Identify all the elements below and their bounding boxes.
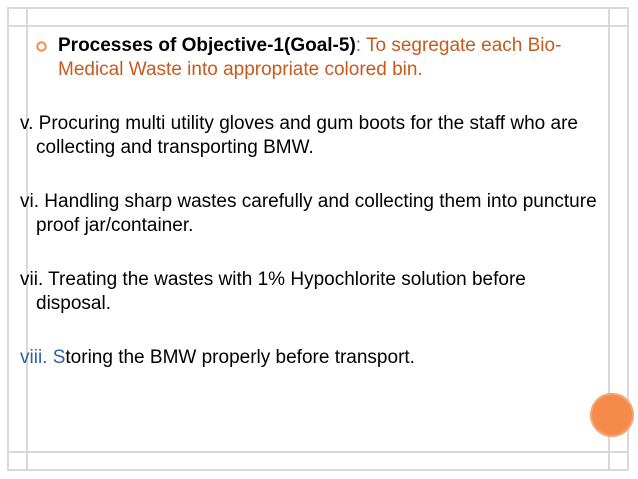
orange-circle-decoration bbox=[590, 393, 634, 437]
list-item-viii-prefix: viii. S bbox=[20, 347, 66, 368]
list-item-viii-text: toring the BMW properly before transport. bbox=[65, 347, 415, 368]
objective-description: To segregate each Bio-Medical Waste into appropriate colored bin. bbox=[58, 35, 562, 80]
list-item-vii: vii. Treating the wastes with 1% Hypochlorite solution before disposal. bbox=[20, 269, 526, 314]
list-item-viii bbox=[20, 346, 602, 370]
list-item-vi: vi. Handling sharp wastes carefully and collecting them into puncture proof jar/container. bbox=[20, 191, 597, 236]
objective-heading: Processes of Objective-1(Goal-5) bbox=[58, 35, 356, 56]
frame-line-top bbox=[9, 25, 627, 27]
frame-line-bottom bbox=[9, 451, 627, 453]
circle-bullet-icon bbox=[36, 41, 47, 52]
objective-paragraph bbox=[20, 34, 602, 82]
objective-colon: : bbox=[355, 35, 362, 56]
list-item-v: v. Procuring multi utility gloves and gum boots for the staff who are collecting and transporting BMW. bbox=[20, 113, 578, 158]
slide-content bbox=[20, 34, 602, 370]
